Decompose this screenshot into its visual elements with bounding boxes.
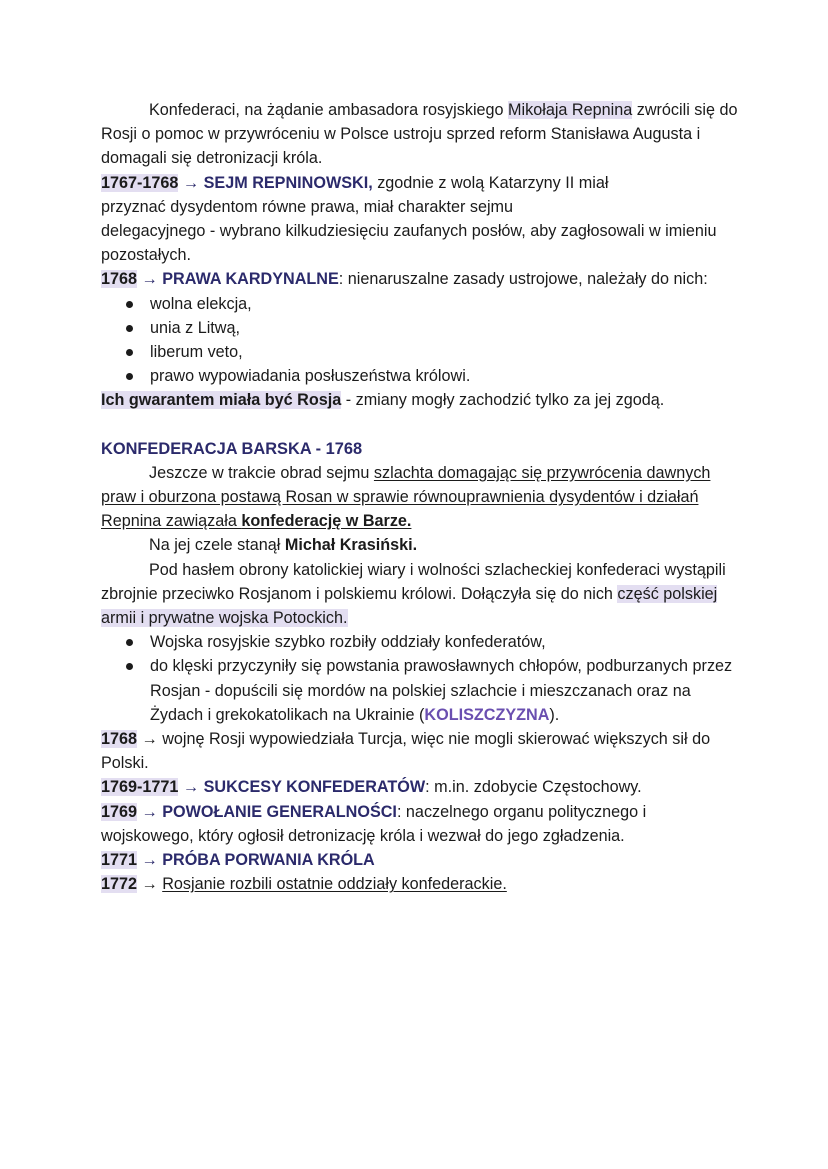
paragraph-konfederaci	[101, 98, 741, 171]
arrow: →	[178, 778, 204, 797]
text: : m.in. zdobycie Częstochowy.	[425, 778, 642, 797]
event-line	[101, 800, 741, 848]
keyword: SUKCESY KONFEDERATÓW	[203, 778, 426, 797]
text: przyznać dysydentom równe prawa, miał charakter sejmu	[101, 197, 514, 216]
text: zwrócili się do Rosji o pomoc w przywróceniu w Polsce ustroju sprzed reform Stanisława Augusta i domagali się detronizacji króla.	[101, 101, 738, 168]
keyword-koliszczyzna: KOLISZCZYZNA	[424, 705, 550, 724]
text: Pod hasłem obrony katolickiej wiary i wolności szlacheckiej konfederaci wystąpili zbrojnie przeciwko Rosjanom i polskiemu królowi. Dołączyła się do nich	[101, 560, 726, 603]
bar-confederation-list	[101, 630, 741, 727]
event-line	[101, 848, 741, 872]
section-heading: KONFEDERACJA BARSKA - 1768	[101, 439, 363, 458]
event-line	[101, 775, 741, 799]
text: zgodnie z wolą Katarzyny II miał	[372, 173, 609, 192]
text: : nienaruszalne zasady ustrojowe, należały do nich:	[338, 270, 708, 289]
spacer	[101, 413, 741, 437]
date-tag: 1769	[101, 802, 138, 821]
arrow: →	[137, 270, 163, 289]
cardinal-laws-list	[101, 292, 741, 389]
paragraph-krasinski	[101, 533, 741, 557]
paragraph-zawiazanie	[101, 461, 741, 534]
date-tag: 1768	[101, 730, 138, 749]
highlight-text: część polskiej armii i prywatne wojska Potockich.	[101, 584, 718, 628]
paragraph-gwarant	[101, 388, 741, 412]
date-tag: 1772	[101, 875, 138, 894]
list-item	[150, 630, 741, 654]
event-line	[101, 727, 741, 775]
underlined-text: szlachta domagając się przywrócenia dawnych praw i oburzona postawą Rosan w sprawie równouprawnienia dysydentów i działań Repnina zawiązała	[101, 463, 711, 531]
keyword: POWOŁANIE GENERALNOŚCI	[162, 802, 397, 821]
keyword: PRÓBA PORWANIA KRÓLA	[162, 851, 375, 870]
underlined-text: Rosjanie rozbili ostatnie oddziały konfederackie.	[162, 875, 507, 894]
list-item: wolna elekcja,	[150, 292, 741, 316]
paragraph-prawa-kardynalne	[101, 267, 741, 291]
arrow: →	[137, 730, 163, 749]
text: do klęski przyczyniły się powstania prawosławnych chłopów, podburzanych przez Rosjan - dopuścili się mordów na polskiej szlachcie i mieszczanach oraz na Żydach i grekokatolikach na Ukrainie (	[150, 657, 733, 724]
paragraph-haslo	[101, 558, 741, 631]
date-tag: 1771	[101, 851, 138, 870]
text: Wojska rosyjskie szybko rozbiły oddziały konfederatów,	[150, 633, 546, 652]
text: Konfederaci, na żądanie ambasadora rosyjskiego	[149, 101, 509, 119]
list-item: prawo wypowiadania posłuszeństwa królowi.	[150, 364, 741, 388]
bold-text: Michał Krasiński.	[284, 536, 418, 555]
arrow: →	[137, 851, 163, 870]
text: delegacyjnego - wybrano kilkudziesięciu zaufanych posłów, aby zagłosowali w imieniu pozostałych.	[101, 222, 717, 265]
list-item: liberum veto,	[150, 340, 741, 364]
text: wojnę Rosji wypowiedziała Turcja, więc nie mogli skierować większych sił do Polski.	[101, 730, 711, 773]
event-line	[101, 872, 741, 896]
paragraph-sejm-repninowski	[101, 171, 741, 268]
text: : naczelnego organu politycznego i wojskowego, który ogłosił detronizację króla i wezwał do jego zgładzenia.	[101, 802, 647, 845]
date-tag: 1768	[101, 270, 138, 289]
arrow: →	[137, 875, 163, 894]
date-tag: 1767-1768	[101, 173, 179, 192]
document-content	[101, 98, 741, 897]
underlined-bold: konfederację w Barze.	[241, 512, 412, 531]
highlight-bold: Ich gwarantem miała być Rosja	[101, 391, 342, 410]
list-item	[150, 654, 741, 727]
text: ).	[549, 705, 560, 724]
keyword: SEJM REPNINOWSKI,	[203, 173, 373, 192]
arrow: →	[178, 173, 204, 192]
date-tag: 1769-1771	[101, 778, 179, 797]
highlight-repnin: Mikołaja Repnina	[508, 101, 633, 119]
keyword: PRAWA KARDYNALNE	[162, 270, 339, 289]
arrow: →	[137, 802, 163, 821]
text: - zmiany mogły zachodzić tylko za jej zgodą.	[341, 391, 665, 410]
text: Jeszcze w trakcie obrad sejmu	[149, 463, 374, 482]
list-item: unia z Litwą,	[150, 316, 741, 340]
text: Na jej czele stanął	[149, 536, 285, 555]
